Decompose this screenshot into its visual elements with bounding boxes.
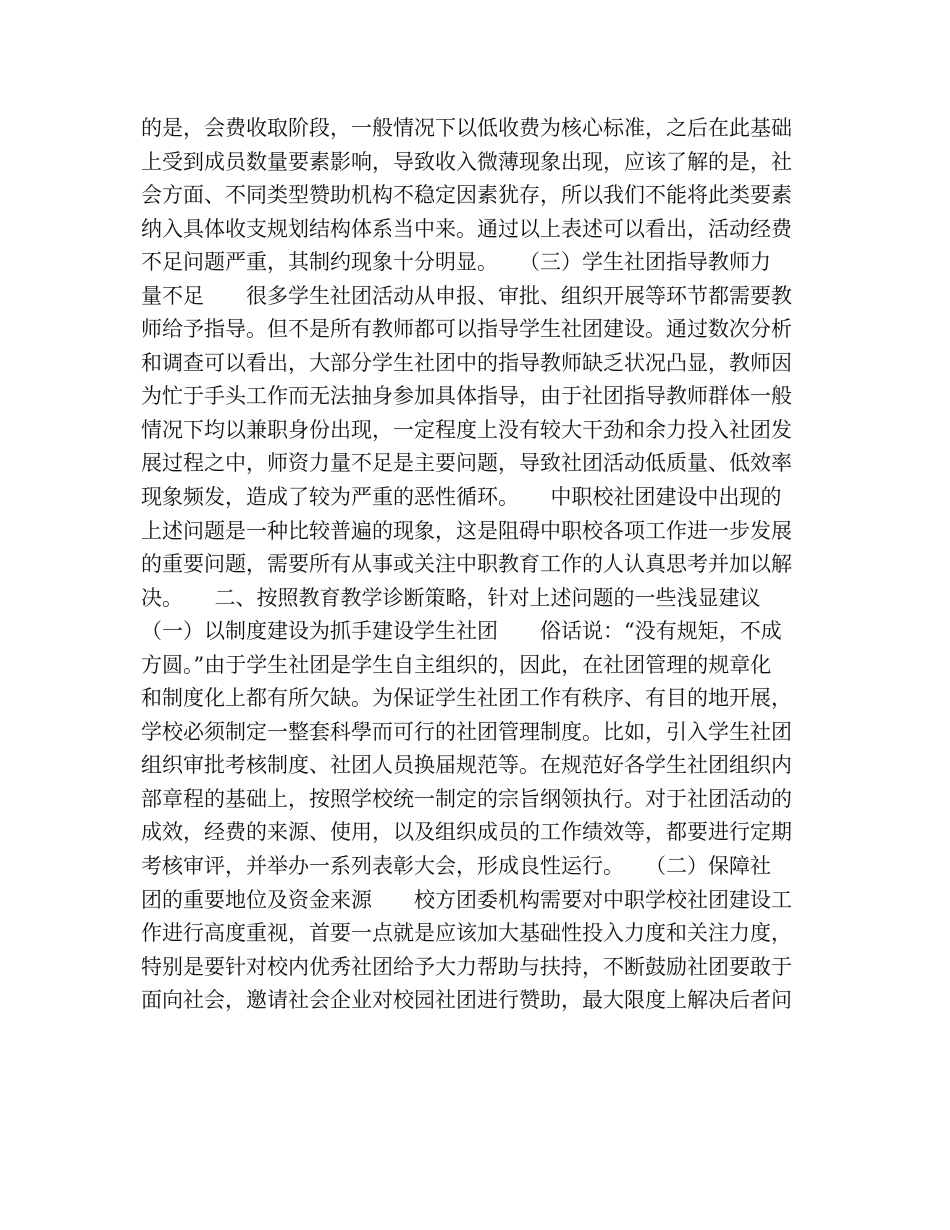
text-line: 量不足 很多学生社团活动从申报、审批、组织开展等环节都需要教 [141,283,792,308]
text-line: 部章程的基础上，按照学校统一制定的宗旨纲领执行。对于社团活动的 [141,786,792,811]
text-line: 情况下均以兼职身份出现，一定程度上没有较大干劲和余力投入社团发 [141,417,792,442]
text-line: 现象频发，造成了较为严重的恶性循环。 中职校社团建设中出现的 [141,485,782,510]
body-text [141,112,821,1018]
text-line: 为忙于手头工作而无法抽身参加具体指导，由于社团指导教师群体一般 [141,384,792,409]
text-line: 作进行高度重视，首要一点就是应该加大基础性投入力度和关注力度， [141,921,792,946]
text-line: 师给予指导。但不是所有教师都可以指导学生社团建设。通过数次分析 [141,317,792,342]
text-line: 成效，经费的来源、使用，以及组织成员的工作绩效等，都要进行定期 [141,820,792,845]
text-line: 面向社会，邀请社会企业对校园社团进行赞助，最大限度上解决后者问 [141,988,792,1013]
text-line: 不足问题严重，其制约现象十分明显。 （三）学生社团指导教师力 [141,250,771,275]
text-line: 展过程之中，师资力量不足是主要问题，导致社团活动低质量、低效率 [141,451,792,476]
text-line: （一）以制度建设为抓手建设学生社团 俗话说：“没有规矩，不成 [141,619,782,644]
text-line: 上述问题是一种比较普遍的现象，这是阻碍中职校各项工作进一步发展 [141,518,792,543]
text-line: 特别是要针对校内优秀社团给予大力帮助与扶持，不断鼓励社团要敢于 [141,954,792,979]
text-line: 和调查可以看出，大部分学生社团中的指导教师缺乏状况凸显，教师因 [141,350,792,375]
text-line: 学校必须制定一整套科學而可行的社团管理制度。比如，引入学生社团 [141,719,792,744]
text-line: 考核审评，并举办一系列表彰大会，形成良性运行。 （二）保障社 [141,854,771,879]
text-line: 决。 二、按照教育教学诊断策略，针对上述问题的一些浅显建议 [141,585,761,610]
text-line: 的重要问题，需要所有从事或关注中职教育工作的人认真思考并加以解 [141,552,792,577]
text-line: 会方面、不同类型赞助机构不稳定因素犹存，所以我们不能将此类要素 [141,183,792,208]
text-line: 组织审批考核制度、社团人员换届规范等。在规范好各学生社团组织内 [141,753,792,778]
text-line: 和制度化上都有所欠缺。为保证学生社团工作有秩序、有目的地开展， [141,686,792,711]
text-line: 团的重要地位及资金来源 校方团委机构需要对中职学校社团建设工 [141,887,792,912]
text-line: 纳入具体收支规划结构体系当中来。通过以上表述可以看出，活动经费 [141,216,792,241]
text-line: 上受到成员数量要素影响，导致收入微薄现象出现，应该了解的是，社 [141,149,792,174]
text-line: 的是，会费收取阶段，一般情况下以低收费为核心标准，之后在此基础 [141,116,792,140]
text-line: 方圆。”由于学生社团是学生自主组织的，因此，在社团管理的规章化 [141,652,772,677]
